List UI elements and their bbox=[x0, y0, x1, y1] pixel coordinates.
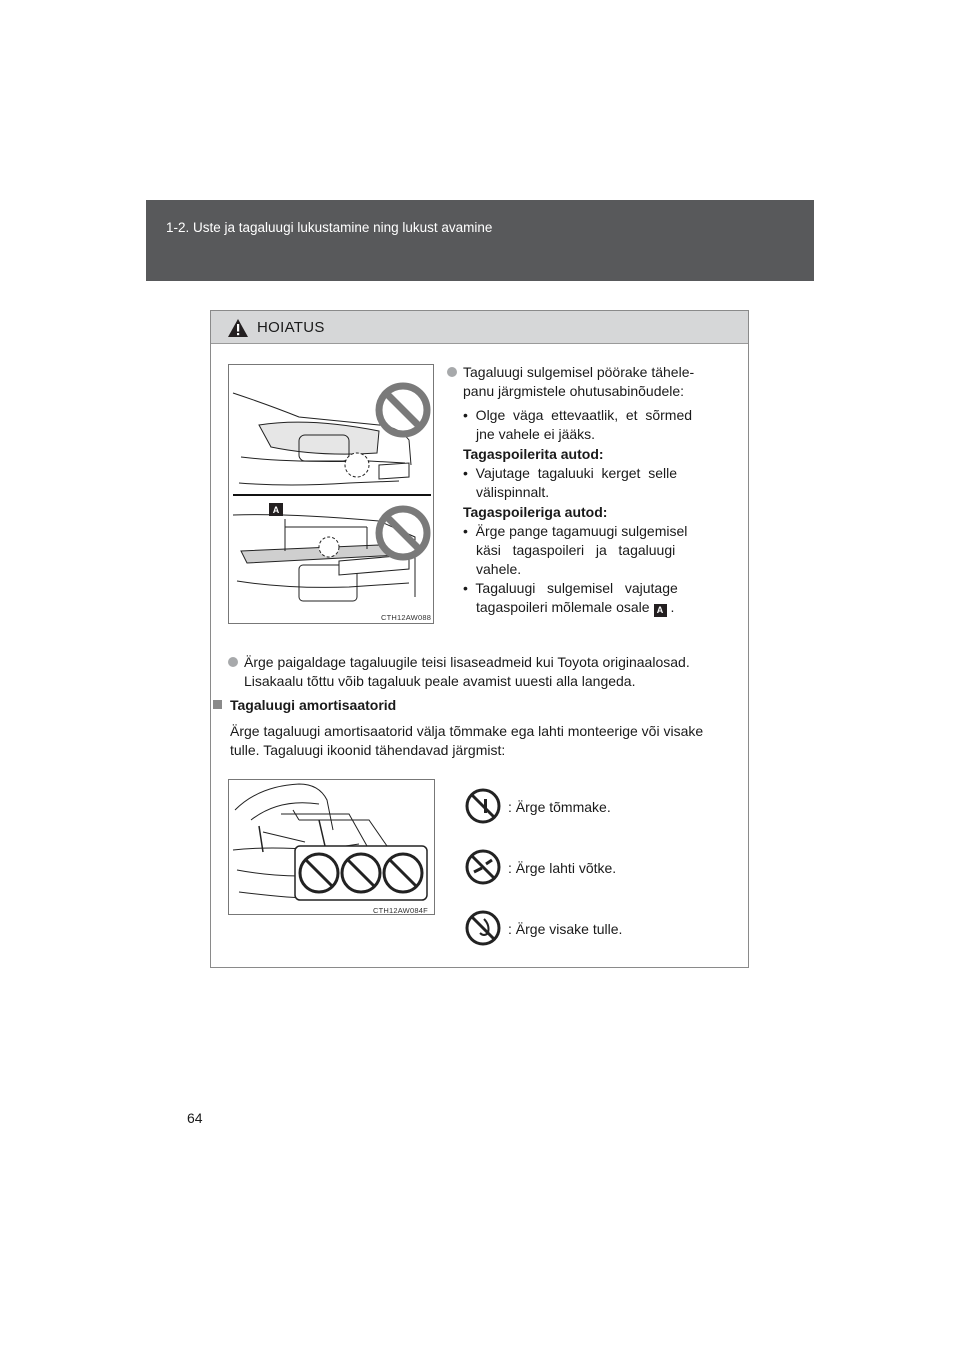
sub-bullet-fingers: • Olge väga ettevaatlik, et sõrmed bbox=[463, 407, 693, 423]
damper-labels-figure bbox=[228, 779, 435, 915]
bullet-dot bbox=[447, 367, 457, 377]
bullet-tailgate-closing-cont: panu järgmistele ohutusabinõudele: bbox=[463, 383, 685, 399]
damper-labels-illustration bbox=[229, 780, 434, 914]
no-disassemble-icon bbox=[464, 848, 502, 886]
sub-bullet-hands-cont2: vahele. bbox=[476, 561, 522, 577]
sub-bullet-press-outside: • Vajutage tagaluuki kerget selle bbox=[463, 465, 677, 481]
bullet-accessories: Ärge paigaldage tagaluugile teisi lisaseadmeid kui Toyota originaalosad. bbox=[228, 653, 690, 672]
bullet-tailgate-closing: Tagaluugi sulgemisel pöörake tähele- bbox=[447, 363, 743, 382]
warning-header bbox=[211, 311, 748, 344]
no-pull-label: : Ärge tõmmake. bbox=[508, 799, 611, 815]
bullet-accessories-cont: Lisakaalu tõttu võib tagaluuk peale avamist uuesti alla langeda. bbox=[244, 673, 636, 689]
label-a-badge: A bbox=[654, 604, 667, 617]
section-title: 1-2. Uste ja tagaluugi lukustamine ning lukust avamine bbox=[166, 220, 493, 235]
no-fire-label: : Ärge visake tulle. bbox=[508, 921, 623, 937]
heading-no-spoiler: Tagaspoilerita autod: bbox=[463, 446, 604, 462]
sub-bullet-hands: • Ärge pange tagamuugi sulgemisel bbox=[463, 523, 688, 539]
sub-bullet-press-both-cont: tagaspoileri mõlemale osale A . bbox=[476, 599, 675, 615]
sub-bullet-fingers-cont: jne vahele ei jääks. bbox=[476, 426, 596, 442]
heading-spoiler: Tagaspoileriga autod: bbox=[463, 504, 608, 520]
dampers-text-cont: tulle. Tagaluugi ikoonid tähendavad järgmist: bbox=[230, 742, 506, 758]
trunk-closing-figure bbox=[228, 364, 434, 624]
warning-triangle-icon bbox=[227, 318, 249, 338]
bullet-dot bbox=[228, 657, 238, 667]
figure-label-a: A bbox=[272, 505, 280, 515]
sub-bullet-press-both: • Tagaluugi sulgemisel vajutage bbox=[463, 580, 678, 596]
section-heading-dampers: Tagaluugi amortisaatorid bbox=[213, 696, 396, 715]
warning-box bbox=[210, 310, 749, 968]
no-disassemble-label: : Ärge lahti võtke. bbox=[508, 860, 617, 876]
figure-code: CTH12AW088 bbox=[381, 613, 432, 622]
section-marker bbox=[213, 700, 222, 709]
trunk-closing-illustration bbox=[229, 365, 433, 623]
sub-bullet-hands-cont: käsi tagaspoileri ja tagaluugi bbox=[476, 542, 676, 558]
page-number: 64 bbox=[187, 1110, 203, 1126]
section-header-bar bbox=[146, 200, 814, 281]
dampers-text: Ärge tagaluugi amortisaatorid välja tõmmake ega lahti monteerige või visake bbox=[230, 723, 704, 739]
sub-bullet-press-outside-cont: välispinnalt. bbox=[476, 484, 550, 500]
warning-title: HOIATUS bbox=[257, 319, 325, 336]
no-fire-icon bbox=[464, 909, 502, 947]
figure-code: CTH12AW084F bbox=[373, 906, 428, 915]
no-pull-icon bbox=[464, 787, 502, 825]
